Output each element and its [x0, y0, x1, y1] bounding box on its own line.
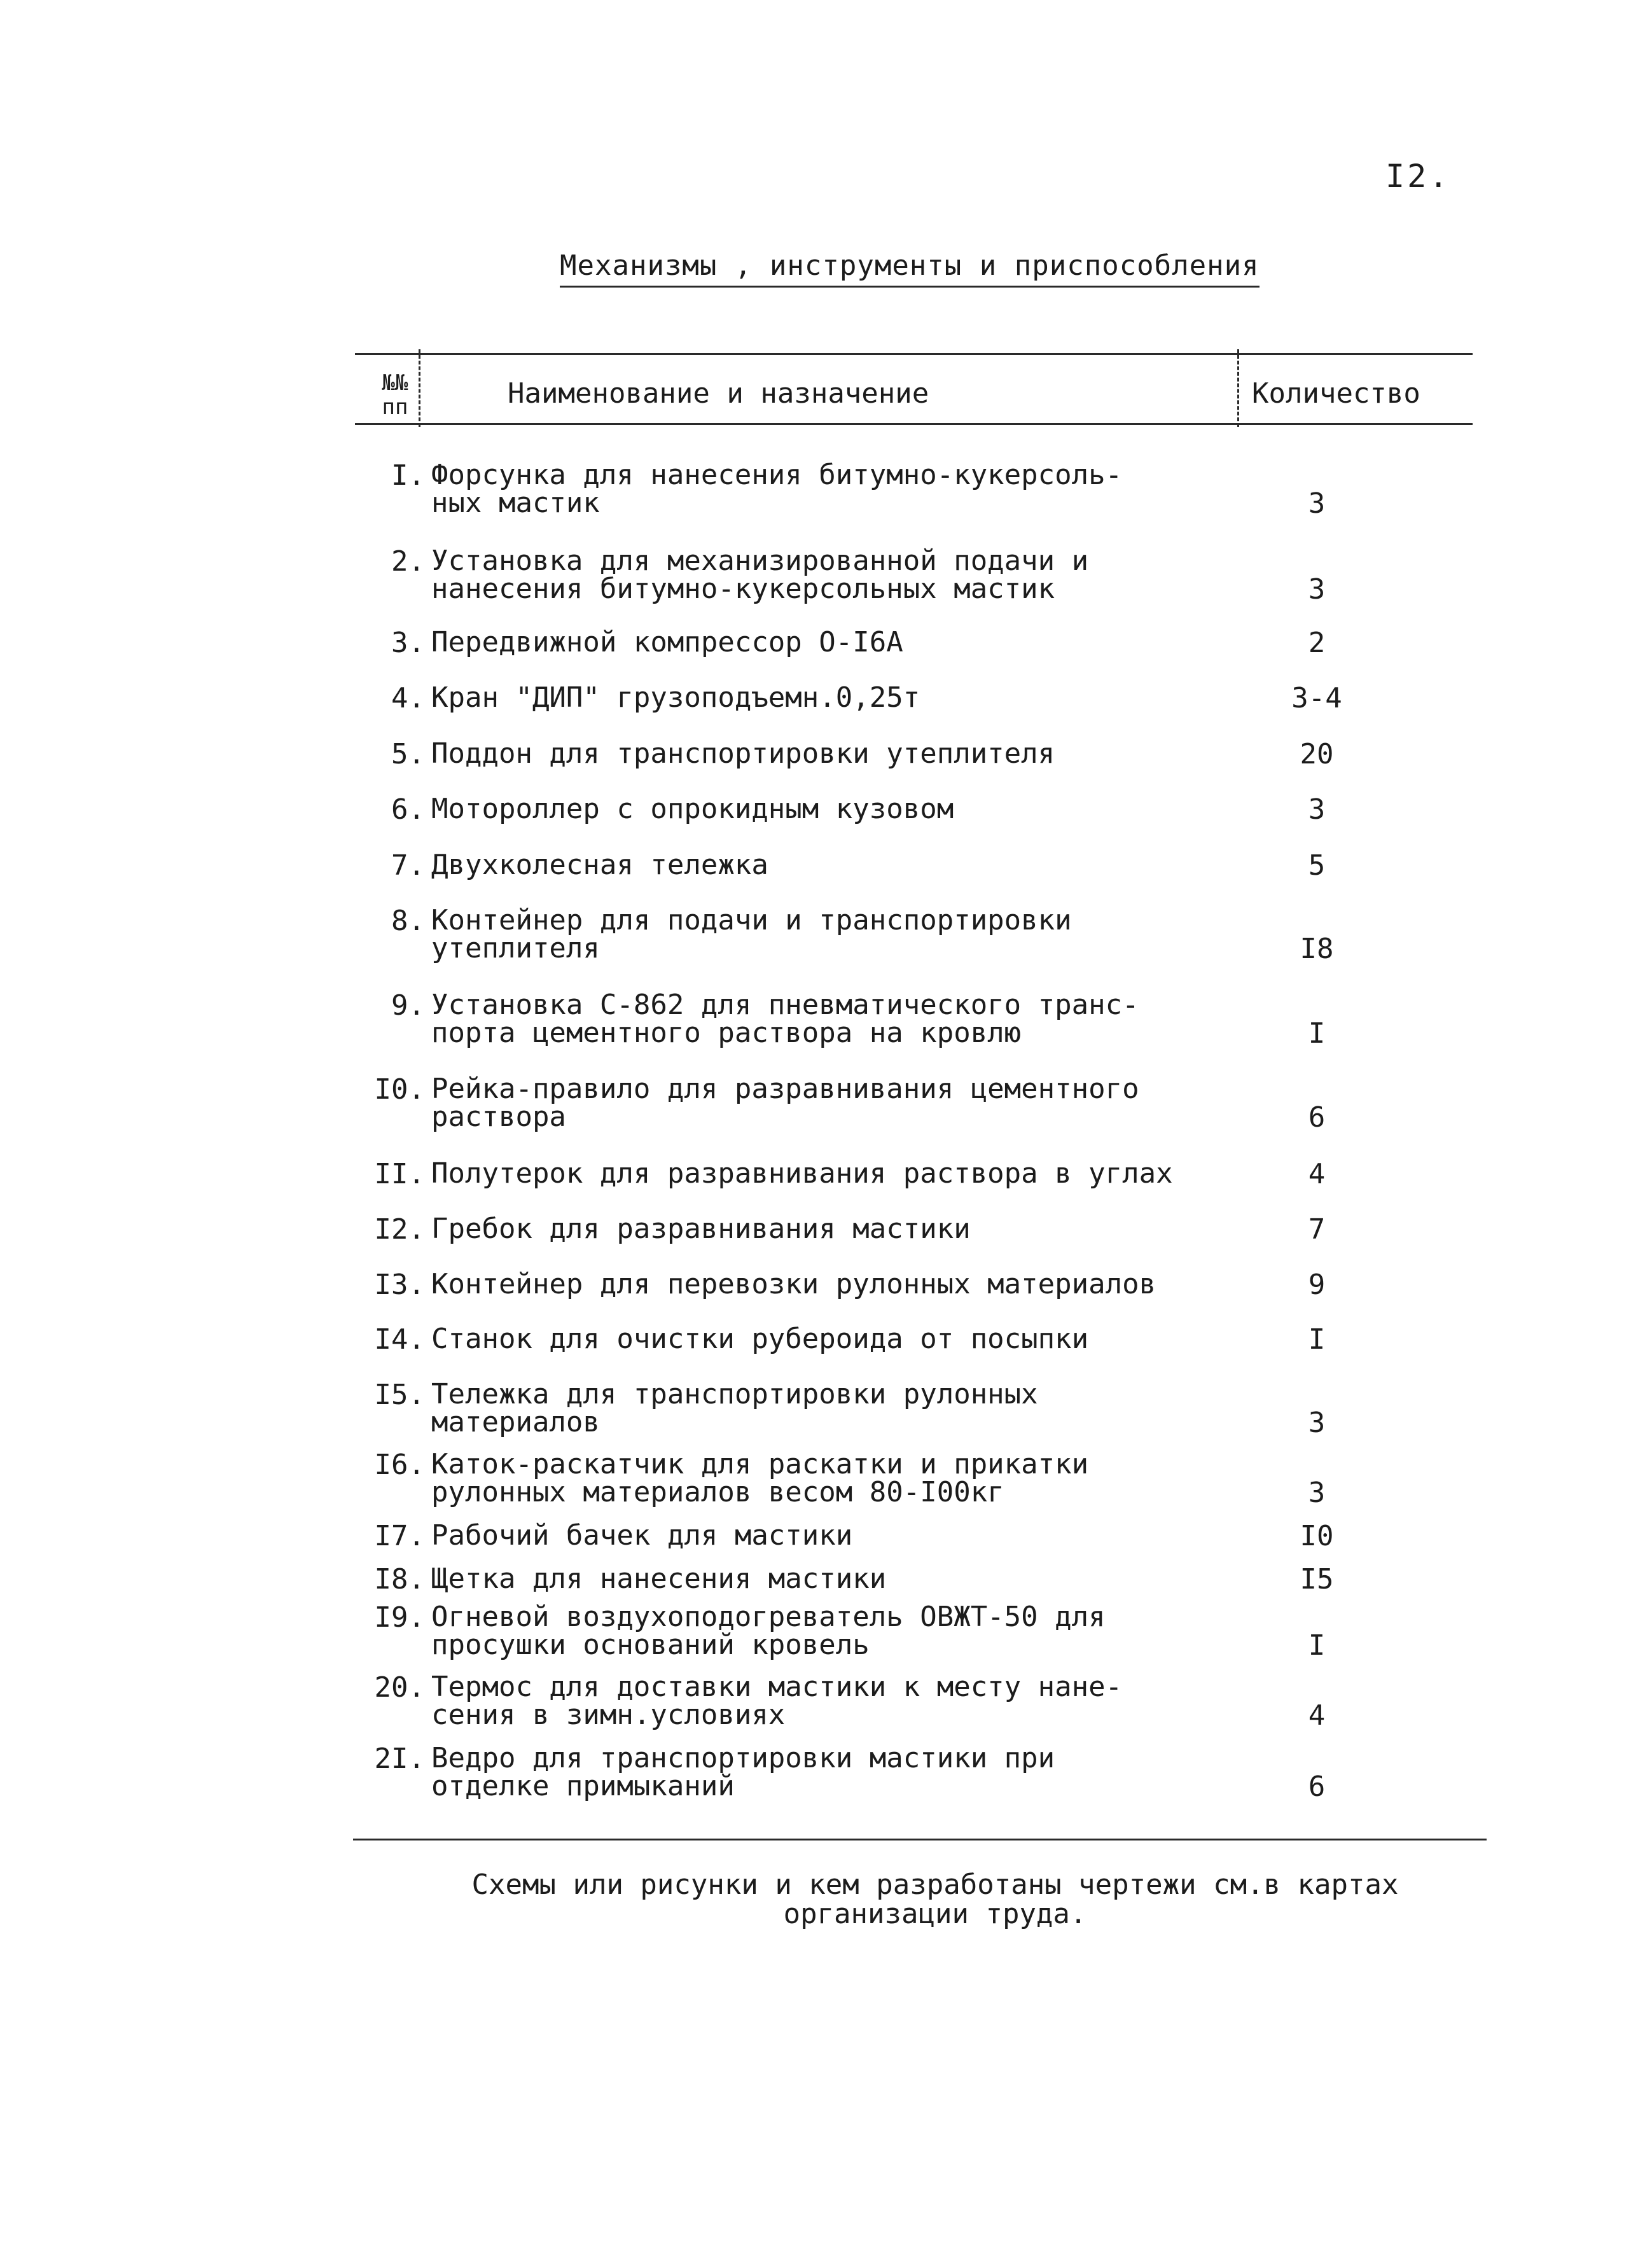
row-quantity: 3 [1308, 573, 1326, 606]
row-number: I7. [374, 1520, 425, 1552]
row-name: Рейка-правило для разравнивания цементного раствора [431, 1073, 1139, 1133]
row-number: 5. [391, 738, 425, 770]
row-number: I8. [374, 1563, 425, 1596]
row-quantity: I [1308, 1017, 1326, 1050]
row-quantity: 7 [1308, 1213, 1326, 1246]
row-number: I6. [374, 1449, 425, 1481]
row-quantity: 3 [1308, 793, 1326, 826]
row-name: Передвижной компрессор О-I6А [431, 626, 903, 658]
row-number: I3. [374, 1269, 425, 1301]
header-top-rule [355, 353, 1473, 355]
header-divider-left [419, 349, 420, 427]
row-number: I9. [374, 1601, 425, 1634]
row-number: I2. [374, 1213, 425, 1246]
page-number: I2. [1385, 158, 1451, 195]
row-name: Огневой воздухоподогреватель ОВЖТ-50 для просушки оснований кровель [431, 1601, 1106, 1661]
row-quantity: 5 [1308, 849, 1326, 882]
row-number: 7. [391, 849, 425, 882]
column-header-number: №№ пп [382, 370, 408, 420]
row-quantity: 6 [1308, 1771, 1326, 1803]
column-header-quantity: Количество [1252, 377, 1420, 410]
row-name: Рабочий бачек для мастики [431, 1519, 853, 1552]
row-quantity: 2 [1308, 627, 1326, 659]
row-quantity: 4 [1308, 1158, 1326, 1190]
page-title: Механизмы , инструменты и приспособления [560, 249, 1260, 288]
column-header-name: Наименование и назначение [508, 377, 929, 410]
row-quantity: I0 [1300, 1520, 1334, 1552]
row-name: Тележка для транспортировки рулонных материалов [431, 1378, 1038, 1438]
table-header [355, 353, 1473, 426]
row-number: 8. [391, 905, 425, 937]
row-name: Щетка для нанесения мастики [431, 1562, 887, 1595]
row-quantity: 3 [1308, 487, 1326, 520]
row-quantity: 3 [1308, 1407, 1326, 1439]
row-name: Мотороллер с опрокидным кузовом [431, 793, 954, 825]
row-name: Поддон для транспортировки утеплителя [431, 737, 1055, 770]
row-name: Контейнер для подачи и транспортировки утеплителя [431, 904, 1072, 964]
row-number: 9. [391, 989, 425, 1022]
row-name: Гребок для разравнивания мастики [431, 1213, 971, 1245]
row-quantity: 3-4 [1291, 682, 1342, 714]
row-name: Полутерок для разравнивания раствора в углах [431, 1157, 1173, 1190]
row-number: 2. [391, 545, 425, 578]
row-number: 2I. [374, 1743, 425, 1775]
footnote: Схемы или рисунки и кем разработаны чертежи см.в картах организации труда. [471, 1868, 1399, 1930]
row-quantity: 9 [1308, 1269, 1326, 1301]
row-number: 20. [374, 1671, 425, 1704]
row-quantity: 20 [1300, 738, 1334, 770]
row-name: Термос для доставки мастики к месту нане- сения в зимн.условиях [431, 1671, 1123, 1731]
row-number: 6. [391, 793, 425, 826]
row-number: 3. [391, 627, 425, 659]
row-number: I4. [374, 1323, 425, 1356]
header-bottom-rule [355, 423, 1473, 425]
row-name: Контейнер для перевозки рулонных материалов [431, 1268, 1156, 1300]
row-quantity: 3 [1308, 1477, 1326, 1509]
row-number: I5. [374, 1379, 425, 1411]
row-quantity: I [1308, 1629, 1326, 1662]
table-bottom-rule [353, 1839, 1487, 1840]
row-number: I. [391, 459, 425, 492]
row-number: I0. [374, 1073, 425, 1106]
row-quantity: I5 [1300, 1563, 1334, 1596]
row-quantity: I [1308, 1323, 1326, 1356]
row-quantity: I8 [1300, 933, 1334, 965]
row-name: Ведро для транспортировки мастики при отделке примыканий [431, 1742, 1055, 1802]
row-quantity: 6 [1308, 1101, 1326, 1134]
row-name: Двухколесная тележка [431, 849, 768, 881]
row-name: Станок для очистки рубероида от посыпки [431, 1323, 1089, 1355]
row-number: 4. [391, 682, 425, 714]
row-name: Установка для механизированной подачи и нанесения битумно-кукерсольных мастик [431, 545, 1089, 605]
row-name: Кран "ДИП" грузоподъемн.0,25т [431, 681, 920, 714]
header-divider-right [1237, 349, 1239, 427]
row-quantity: 4 [1308, 1699, 1326, 1732]
row-number: II. [374, 1158, 425, 1190]
row-name: Форсунка для нанесения битумно-кукерсоль- ных мастик [431, 459, 1123, 519]
row-name: Установка С-862 для пневматического транс- порта цементного раствора на кровлю [431, 989, 1139, 1049]
row-name: Каток-раскатчик для раскатки и прикатки рулонных материалов весом 80-I00кг [431, 1448, 1089, 1508]
